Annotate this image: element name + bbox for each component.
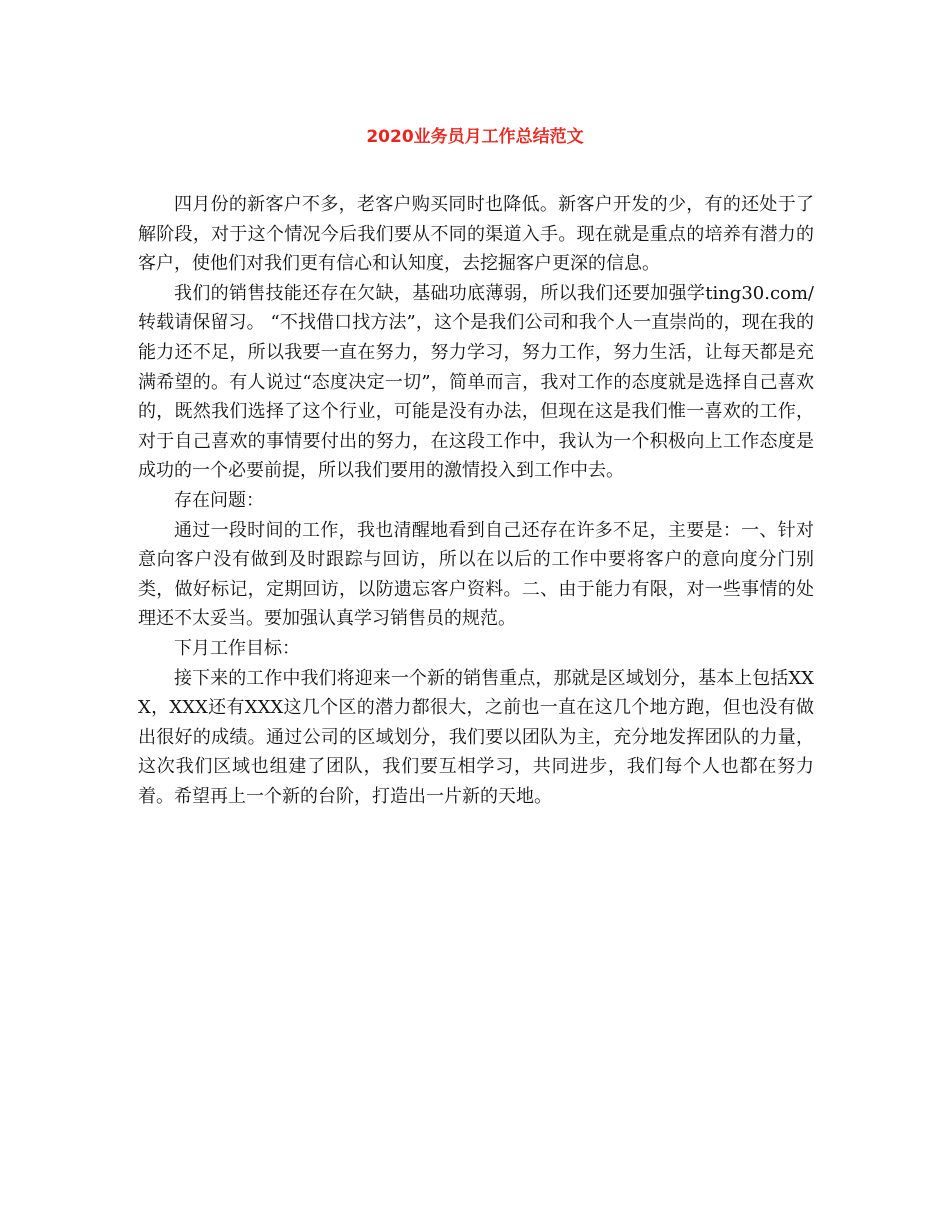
document-title: 2020业务员月工作总结范文	[366, 127, 584, 147]
heading-next-month-goals: 下月工作目标：	[174, 637, 300, 659]
heading-problems: 存在问题：	[174, 489, 264, 511]
paragraph-2: 我们的销售技能还存在欠缺，基础功底薄弱，所以我们还要加强学ting30.com/转载请保留习。 “不找借口找方法”，这个是我们公司和我个人一直崇尚的，现在我的能力还不足，所以我要一直在努力，努力学习，努力工作，努力生活，让每天都是充满希望的。有人说过“态度决定一切”，简单而言，我对工作的态度就是选择自己喜欢的，既然我们选择了这个行业，可能是没有办法，但现在这是我们惟一喜欢的工作，对于自己喜欢的事情要付出的努力，在这段工作中，我认为一个积极向上工作态度是成功的一个必要前提，所以我们要用的激情投入到工作中去。	[138, 282, 814, 482]
paragraph-problems: 通过一段时间的工作，我也清醒地看到自己还存在许多不足，主要是：一、针对意向客户没有做到及时跟踪与回访，所以在以后的工作中要将客户的意向度分门别类，做好标记，定期回访，以防遗忘客户资料。二、由于能力有限，对一些事情的处理还不太妥当。要加强认真学习销售员的规范。	[138, 519, 814, 630]
document-body	[138, 190, 814, 811]
paragraph-next-month-goals: 接下来的工作中我们将迎来一个新的销售重点，那就是区域划分，基本上包括XXX，XXX还有XXX这几个区的潜力都很大，之前也一直在这几个地方跑，但也没有做出很好的成绩。通过公司的区域划分，我们要以团队为主，充分地发挥团队的力量，这次我们区域也组建了团队，我们要互相学习，共同进步，我们每个人也都在努力着。希望再上一个新的台阶，打造出一片新的天地。	[138, 667, 814, 807]
paragraph-1: 四月份的新客户不多，老客户购买同时也降低。新客户开发的少，有的还处于了解阶段，对于这个情况今后我们要从不同的渠道入手。现在就是重点的培养有潜力的客户，使他们对我们更有信心和认知度，去挖掘客户更深的信息。	[138, 194, 814, 275]
